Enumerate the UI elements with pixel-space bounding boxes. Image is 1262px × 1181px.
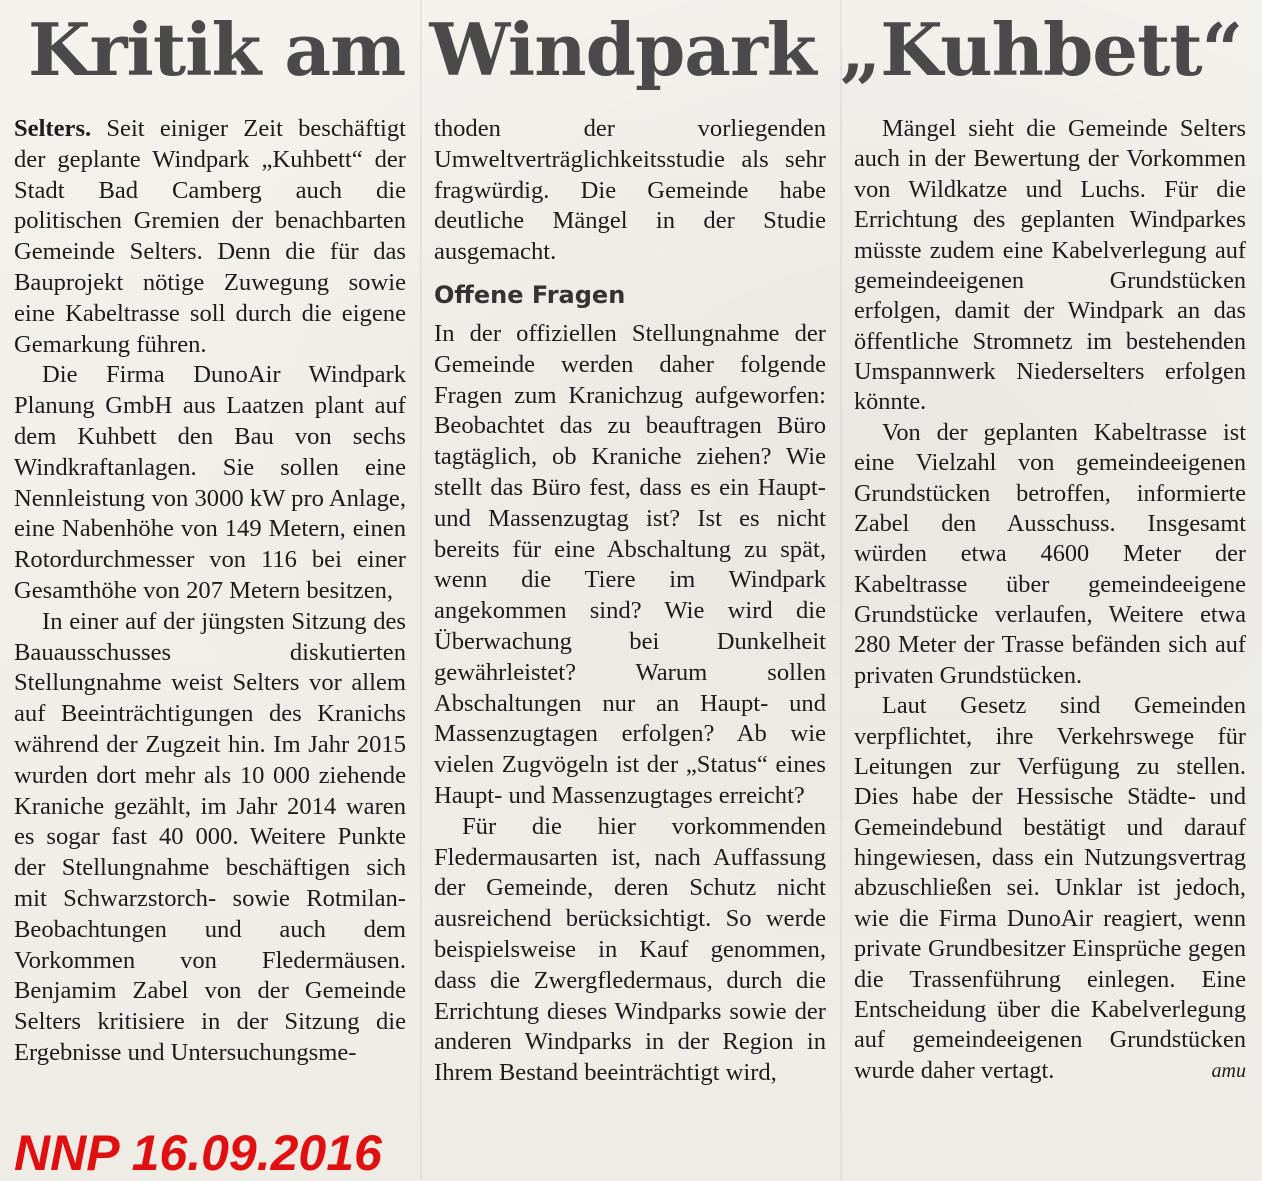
paragraph: Für die hier vorkommenden Fledermausarten ist, nach Auffassung der Gemeinde, deren Schutz nicht ausreichend berücksichtigt. So werde beispielsweise in Kauf genommen, dass die Zwergfledermaus, durch die Errichtung dieses Windparks sowie der anderen Windparks in der Region in Ihrem Bestand beeinträchtigt wird, bbox=[434, 812, 826, 1087]
column-fold-line bbox=[840, 0, 842, 1180]
final-text: Laut Gesetz sind Gemeinden verpflichtet, ihre Verkehrswege für Leitungen zur Verfügung zu stellen. Dies habe der Hessische Städte- und Gemeindebund bestätigt und darauf hingewiesen, dass ein Nutzungsvertrag abzuschließen sei. Unklar ist jedoch, wie die Firma DunoAir reagiert, wenn private Grundbesitzer Einsprüche gegen die Trassenführung einlegen. Eine Entscheidung über die Kabelverlegung auf gemeindeeigenen Grundstücken wurde daher vertagt. bbox=[854, 692, 1246, 1084]
paragraph: In einer auf der jüngsten Sitzung des Bauausschusses diskutierten Stellungnahme weist Selters vor allem auf Beeinträchtigungen des Kranichs während der Zugzeit hin. Im Jahr 2015 wurden dort mehr als 10 000 ziehende Kraniche gezählt, im Jahr 2014 waren es sogar fast 40 000. Weitere Punkte der Stellungnahme beschäftigen sich mit Schwarzstorch- sowie Rotmilan-Beobachtungen und auch dem Vorkommen von Fledermäusen. Benjamim Zabel von der Gemeinde Selters kritisiere in der Sitzung die Ergebnisse und Untersuchungsme- bbox=[14, 607, 406, 1066]
source-date-stamp: NNP 16.09.2016 bbox=[14, 1125, 382, 1181]
article-column-3 bbox=[854, 114, 1246, 1086]
paragraph: Mängel sieht die Gemeinde Selters auch in der Bewertung der Vorkommen von Wildkatze und Luchs. Für die Errichtung des geplanten Windparkes müsste zudem eine Kabelverlegung auf gemeindeeigenen Grundstücken erfolgen, damit der Windpark an das öffentliche Stromnetz im bestehenden Umspannwerk Niederselters erfolgen könnte. bbox=[854, 115, 1246, 416]
article-column-1 bbox=[14, 114, 406, 1069]
paragraph: Die Firma DunoAir Windpark Planung GmbH aus Laatzen plant auf dem Kuhbett den Bau von sechs Windkraftanlagen. Sie sollen eine Nennleistung von 3000 kW pro Anlage, eine Nabenhöhe von 149 Metern, einen Rotordurchmesser von 116 bei einer Gesamthöhe von 207 Metern besitzen, bbox=[14, 361, 406, 604]
column-fold-line bbox=[420, 0, 422, 1180]
article-column-2 bbox=[434, 114, 826, 1089]
dateline-place: Selters. bbox=[14, 115, 92, 142]
article-headline: Kritik am Windpark „Kuhbett“ bbox=[28, 7, 1243, 92]
lead-text: Seit einiger Zeit beschäftigt der geplante Windpark „Kuhbett“ der Stadt Bad Camberg auch die politischen Gremien der benachbarten Gemeinde Selters. Denn die für das Bauprojekt nötige Zuwegung sowie eine Kabeltrasse soll durch die eigene Gemarkung führen. bbox=[14, 115, 406, 358]
paragraph-lead bbox=[14, 114, 406, 360]
author-initials: amu bbox=[1211, 1059, 1246, 1082]
paragraph: In der offiziellen Stellungnahme der Gemeinde werden daher folgende Fragen zum Kranichzug aufgeworfen: Beobachtet das zu beauftragen Büro tagtäglich, ob Kraniche ziehen? Wie stellt das Büro fest, dass es ein Haupt- und Massenzugtag ist? Ist es nicht bereits für eine Abschaltung zu spät, wenn die Tiere im Windpark angekommen sind? Wie wird die Überwachung bei Dunkelheit gewährleistet? Warum sollen Abschaltungen nur an Haupt- und Massenzugtagen erfolgen? Ab wie vielen Zugvögeln ist der „Status“ eines Haupt- und Massenzugtages erreicht? bbox=[434, 319, 826, 809]
section-subheading: Offene Fragen bbox=[434, 280, 626, 309]
paragraph: Von der geplanten Kabeltrasse ist eine Vielzahl von gemeindeeigenen Grundstücken betroffen, informierte Zabel den Ausschuss. Insgesamt würden etwa 4600 Meter der Kabeltrasse über gemeindeeigene Grundstücke verlaufen, Weitere etwa 280 Meter der Trasse befänden sich auf privaten Grundstücken. bbox=[854, 418, 1246, 689]
paragraph-final bbox=[854, 691, 1246, 1086]
paragraph-continued: thoden der vorliegenden Umweltverträglichkeitsstudie als sehr fragwürdig. Die Gemeinde habe deutliche Mängel in der Studie ausgemacht. bbox=[434, 115, 826, 266]
